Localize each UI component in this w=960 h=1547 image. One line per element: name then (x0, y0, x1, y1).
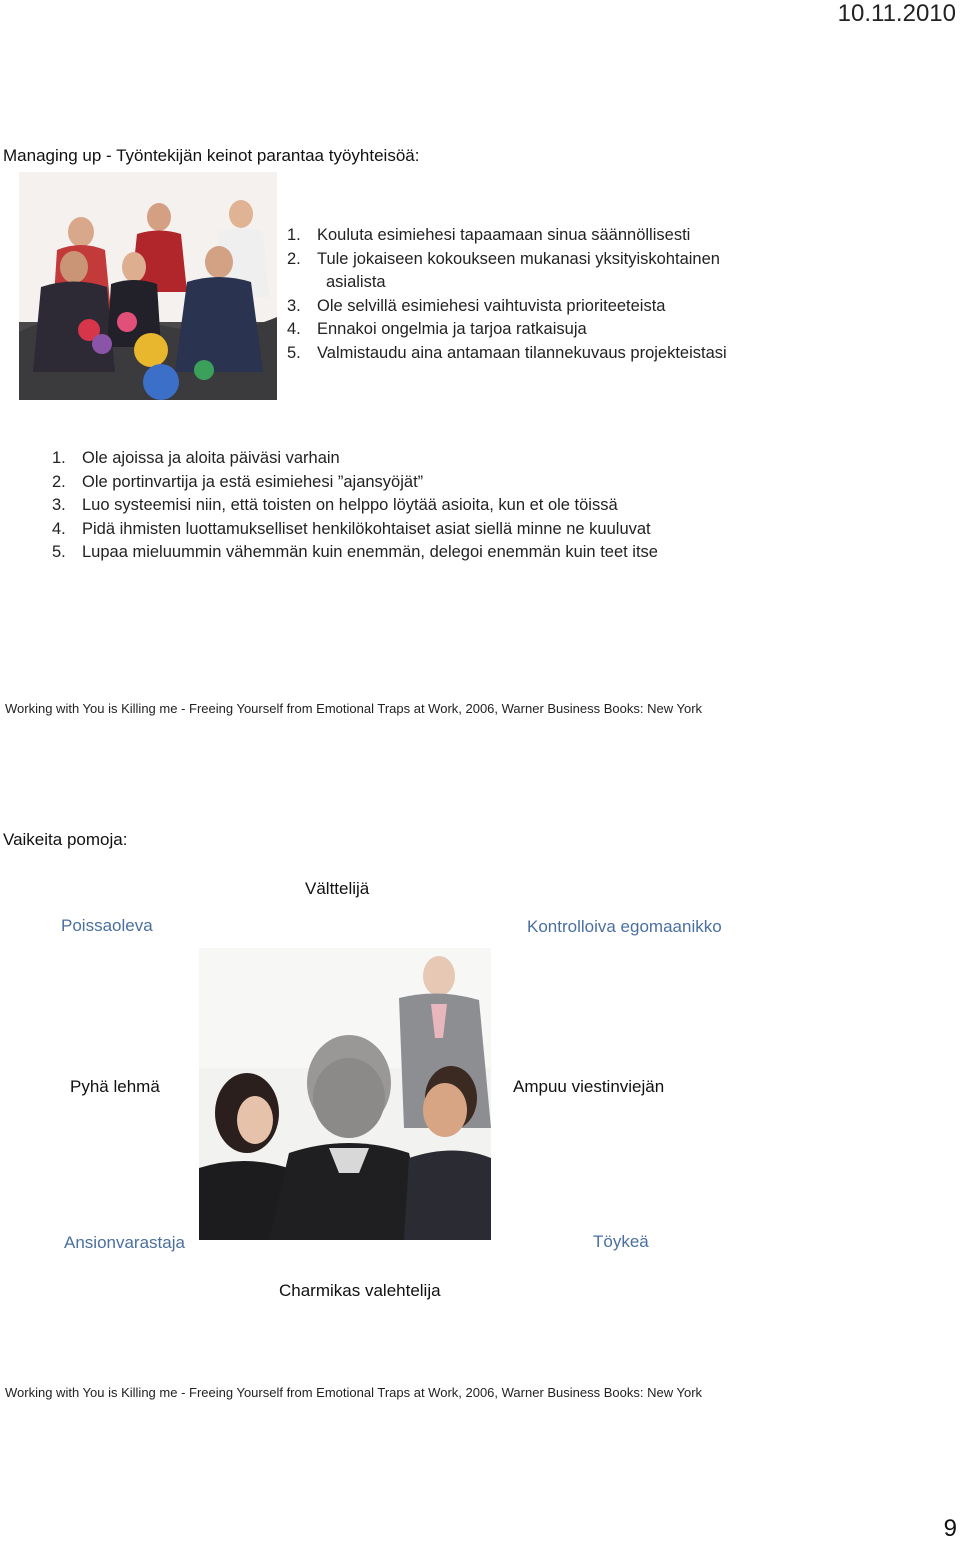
list-item: 1. Ole ajoissa ja aloita päiväsi varhain (52, 449, 340, 467)
list-item: 5. Valmistaudu aina antamaan tilannekuvaus projekteistasi (287, 343, 727, 362)
boss-type-label: Ansionvarastaja (64, 1233, 185, 1252)
list-item: 3. Luo systeemisi niin, että toisten on helppo löytää asioita, kun et ole töissä (52, 496, 618, 515)
boss-type-label: Poissaoleva (61, 916, 153, 935)
page-number: 9 (943, 1515, 957, 1542)
boss-type-label: Charmikas valehtelija (279, 1281, 441, 1300)
boss-type-label: Pyhä lehmä (70, 1077, 160, 1096)
boss-type-label: Kontrolloiva egomaanikko (527, 917, 722, 936)
boss-type-label: Välttelijä (305, 879, 370, 898)
meeting-photo (199, 948, 491, 1240)
list-item: 4. Ennakoi ongelmia ja tarjoa ratkaisuja (287, 320, 587, 339)
list-item: 1. Kouluta esimiehesi tapaamaan sinua säännöllisesti (287, 226, 691, 244)
list-item: 4. Pidä ihmisten luottamukselliset henkilökohtaiset asiat siellä minne ne kuuluvat (52, 519, 651, 538)
page-date: 10.11.2010 (837, 0, 956, 27)
party-photo (19, 172, 277, 400)
section-title-difficult-bosses: Vaikeita pomoja: (3, 830, 128, 849)
list-item: 2. Ole portinvartija ja estä esimiehesi ”ajansyöjät” (52, 472, 424, 491)
list-item: 5. Lupaa mieluummin vähemmän kuin enemmän, delegoi enemmän kuin teet itse (52, 543, 658, 562)
personal-tips-list (52, 447, 658, 565)
reference-citation: Working with You is Killing me - Freeing Yourself from Emotional Traps at Work, 2006, Warner Business Books: New York (5, 1385, 703, 1400)
reference-citation: Working with You is Killing me - Freeing Yourself from Emotional Traps at Work, 2006, Warner Business Books: New York (5, 701, 703, 716)
managing-up-tips-list (287, 224, 727, 366)
list-item: 3. Ole selvillä esimiehesi vaihtuvista prioriteeteista (287, 296, 666, 315)
list-item: 2. Tule jokaiseen kokoukseen mukanasi yksityiskohtainen asialista (287, 249, 720, 292)
boss-type-label: Töykeä (593, 1232, 649, 1251)
section-title-managing-up: Managing up - Työntekijän keinot parantaa työyhteisöä: (3, 146, 420, 165)
boss-type-label: Ampuu viestinviejän (513, 1077, 665, 1096)
